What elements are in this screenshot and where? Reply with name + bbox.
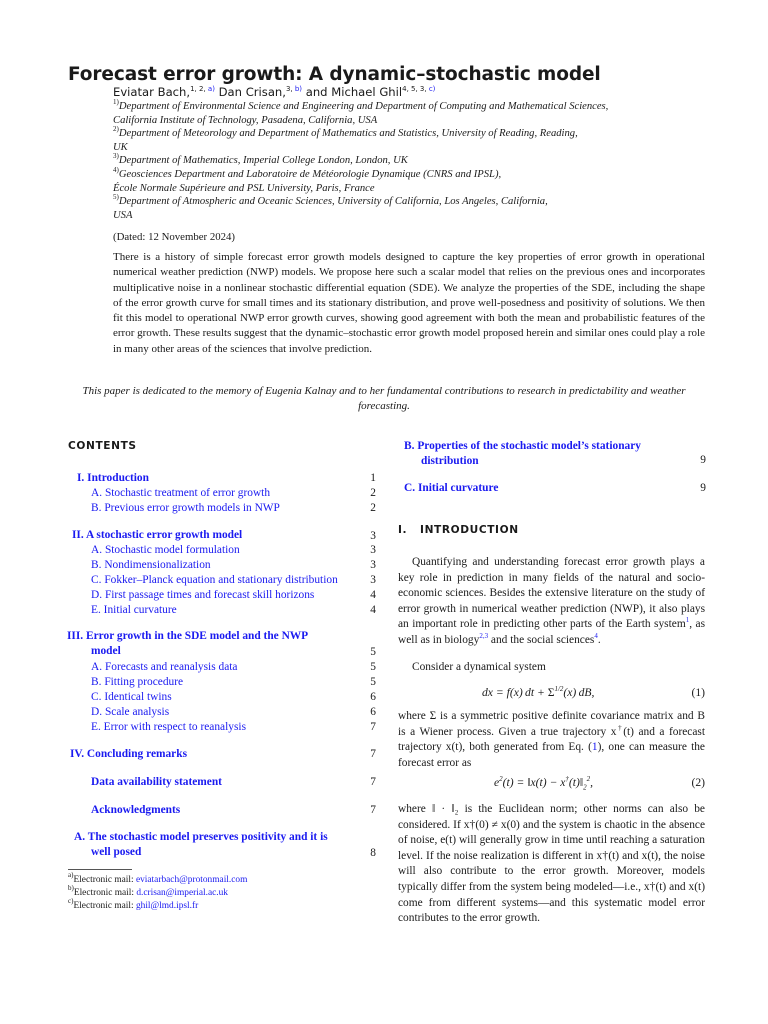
author-name: Dan Crisan, bbox=[218, 85, 286, 99]
toc-title: A stochastic error growth model bbox=[85, 529, 243, 541]
text-run: and the social sciences bbox=[488, 633, 595, 646]
paper-title: Forecast error growth: A dynamic–stochastic model bbox=[68, 64, 601, 85]
toc-page: 7 bbox=[370, 748, 376, 760]
email-link[interactable]: ghil@lmd.ipsl.fr bbox=[135, 901, 199, 911]
toc-page: 7 bbox=[370, 721, 376, 733]
affiliation-4 bbox=[113, 168, 673, 195]
toc-entry-section-4[interactable] bbox=[70, 747, 187, 762]
toc-page: 9 bbox=[700, 454, 706, 466]
toc-label: I. bbox=[77, 472, 85, 484]
author-affil-marks: 4, 5, 3, bbox=[402, 85, 429, 93]
toc-label: C. bbox=[404, 482, 416, 494]
footnote-label: Electronic mail: bbox=[73, 901, 136, 911]
affil-line: California Institute of Technology, Pasadena, California, USA bbox=[113, 114, 378, 126]
toc-page: 4 bbox=[370, 604, 376, 616]
toc-entry[interactable] bbox=[91, 603, 177, 618]
intro-paragraph-1 bbox=[398, 555, 705, 649]
toc-page: 3 bbox=[370, 574, 376, 586]
toc-title: First passage times and forecast skill horizons bbox=[104, 589, 315, 601]
text-run: Quantifying and understanding forecast error growth plays a key role in prediction in many fields of the natural and socio-economic sciences. Besides the extensive literature on the study of error growth in numerical weather prediction (NWP), it also plays an important role in predicting other parts of the Earth system bbox=[398, 556, 705, 631]
author-list bbox=[113, 85, 435, 99]
affil-number: 1) bbox=[113, 98, 119, 106]
toc-label: B. bbox=[404, 440, 415, 452]
author-separator: and bbox=[302, 85, 332, 99]
toc-entry-appendix-a[interactable] bbox=[74, 830, 328, 860]
toc-title: Initial curvature bbox=[103, 604, 177, 616]
toc-label: A. bbox=[91, 544, 103, 556]
toc-label: D. bbox=[91, 589, 103, 601]
citation-link[interactable]: 4 bbox=[594, 631, 598, 640]
toc-title: Previous error growth models in NWP bbox=[104, 502, 280, 514]
author-footnote-link[interactable]: b) bbox=[294, 85, 303, 93]
affil-line: Department of Mathematics, Imperial College London, London, UK bbox=[118, 155, 408, 166]
affil-line: Department of Atmospheric and Oceanic Sciences, University of California, Los Angeles, California, bbox=[118, 196, 548, 207]
footnote-b bbox=[68, 884, 228, 900]
toc-entry[interactable] bbox=[91, 501, 280, 516]
affil-number: 5) bbox=[113, 193, 119, 201]
toc-entry[interactable] bbox=[91, 720, 246, 735]
toc-entry-appendix-b[interactable] bbox=[404, 439, 641, 469]
footnote-a bbox=[68, 871, 248, 887]
toc-page: 3 bbox=[370, 559, 376, 571]
toc-entry-acknowledgments[interactable] bbox=[91, 803, 180, 818]
toc-entry-section-2[interactable] bbox=[72, 528, 242, 543]
toc-page: 5 bbox=[370, 676, 376, 688]
footnote-c bbox=[68, 897, 199, 913]
affil-line: Department of Environmental Science and Engineering and Department of Computing and Mathematical Sciences, bbox=[118, 101, 609, 112]
toc-title: Concluding remarks bbox=[86, 748, 188, 760]
toc-label: E. bbox=[91, 604, 101, 616]
toc-label: B. bbox=[91, 559, 102, 571]
citation-link[interactable]: 2,3 bbox=[479, 631, 489, 640]
toc-page: 5 bbox=[370, 646, 376, 658]
affil-line: Geosciences Department and Laboratoire de Météorologie Dynamique (CNRS and IPSL), bbox=[118, 169, 502, 180]
paragraph-after-eq1: where Σ is a symmetric positive definite covariance matrix and B is a Wiener process. Given a true trajectory x†(t) and a forecast trajectory x(t), both generated from Eq. (1), one can measure the forecast error as bbox=[398, 710, 706, 769]
toc-page: 2 bbox=[370, 487, 376, 499]
toc-label: III. bbox=[67, 630, 84, 642]
abstract: There is a history of simple forecast error growth models designed to capture the key properties of error growth in operational numerical weather prediction (NWP) models. We propose here such a scalar model that relies on the previous ones and incorporates multiplicative noise in a nonlinear stochastic differential equation (SDE). We analyze the properties of the SDE, including the shape of the error growth curve for small times and its stationary distribution, and prove well-posedness and positivity of solutions. We then fit this model to operational NWP error growth curves, showing good agreement with both the mean and probabilistic features of the error growth. These results suggest that the dynamic–stochastic error growth model proposed herein and similar ones could play a role in many other areas of the sciences that involve prediction. bbox=[113, 251, 705, 355]
section-title: INTRODUCTION bbox=[420, 524, 519, 536]
toc-title-cont: model bbox=[91, 644, 121, 657]
toc-page: 2 bbox=[370, 502, 376, 514]
toc-entry[interactable] bbox=[91, 573, 338, 588]
affiliation-2 bbox=[113, 127, 673, 154]
toc-title: Fitting procedure bbox=[104, 676, 184, 688]
toc-label: C. bbox=[91, 574, 102, 586]
toc-page: 9 bbox=[700, 482, 706, 494]
toc-entry[interactable] bbox=[91, 660, 237, 675]
text-run: ), one can measure the forecast error as bbox=[398, 741, 705, 769]
text-run: , as well as in biology bbox=[398, 618, 706, 646]
toc-label: A. bbox=[74, 831, 86, 843]
toc-entry[interactable] bbox=[91, 675, 183, 690]
toc-page: 1 bbox=[370, 472, 376, 484]
affiliation-1 bbox=[113, 100, 673, 127]
toc-title: Initial curvature bbox=[417, 482, 499, 494]
toc-title-cont: distribution bbox=[421, 454, 479, 467]
equation-number: (2) bbox=[691, 776, 705, 789]
toc-title: Fokker–Planck equation and stationary distribution bbox=[104, 574, 338, 586]
toc-label: C. bbox=[91, 691, 102, 703]
toc-title: Scale analysis bbox=[104, 706, 170, 718]
section-heading bbox=[398, 524, 519, 536]
toc-label: II. bbox=[72, 529, 84, 541]
email-link[interactable]: d.crisan@imperial.ac.uk bbox=[136, 888, 228, 898]
text-run: where Σ is a symmetric positive definite covariance matrix and B is a Wiener process. Given a true trajectory x bbox=[398, 710, 705, 738]
toc-page: 7 bbox=[370, 776, 376, 788]
toc-title: Forecasts and reanalysis data bbox=[104, 661, 238, 673]
footnote-mark: b) bbox=[68, 884, 74, 892]
affiliation-3 bbox=[113, 154, 673, 168]
footnote-label: Electronic mail: bbox=[73, 875, 136, 885]
affiliation-5 bbox=[113, 195, 673, 222]
equation-ref-link[interactable]: 1 bbox=[591, 741, 598, 754]
footnote-label: Electronic mail: bbox=[73, 888, 137, 898]
toc-title: Properties of the stochastic model’s stationary bbox=[417, 440, 641, 452]
toc-page: 7 bbox=[370, 804, 376, 816]
section-number: I. bbox=[398, 524, 408, 536]
toc-title: Nondimensionalization bbox=[104, 559, 211, 571]
toc-entry[interactable] bbox=[91, 543, 240, 558]
footnote-mark: c) bbox=[68, 897, 74, 905]
toc-entry[interactable] bbox=[91, 558, 211, 573]
toc-label: IV. bbox=[70, 748, 85, 760]
toc-label: D. bbox=[91, 706, 103, 718]
author-affil-marks: 3, bbox=[285, 85, 295, 93]
text-run: . bbox=[597, 633, 601, 646]
citation-link[interactable]: 1 bbox=[685, 616, 690, 625]
toc-title-cont: well posed bbox=[91, 845, 142, 858]
author-name: Michael Ghil bbox=[331, 85, 403, 99]
toc-title: Identical twins bbox=[104, 691, 172, 703]
toc-entry-section-3[interactable] bbox=[67, 629, 308, 659]
equation-body: dx = f(x) dt + $\Sigma^{1/2}(x)$ dB, bbox=[482, 685, 595, 699]
toc-page: 3 bbox=[370, 530, 376, 542]
toc-entry[interactable] bbox=[91, 690, 172, 705]
contents-heading: CONTENTS bbox=[68, 440, 137, 452]
toc-page: 6 bbox=[370, 691, 376, 703]
intro-paragraph-2: Consider a dynamical system bbox=[412, 661, 546, 673]
affil-line: USA bbox=[113, 209, 133, 221]
toc-entry[interactable] bbox=[91, 486, 270, 501]
toc-label: B. bbox=[91, 502, 102, 514]
toc-title: Error growth in the SDE model and the NWP bbox=[86, 630, 309, 642]
toc-title: Stochastic model formulation bbox=[104, 544, 240, 556]
affil-number: 2) bbox=[113, 125, 119, 133]
toc-title: Error with respect to reanalysis bbox=[103, 721, 247, 733]
footnote-rule bbox=[68, 869, 132, 870]
toc-entry-introduction[interactable] bbox=[77, 471, 149, 486]
email-link[interactable]: eviatarbach@protonmail.com bbox=[135, 875, 248, 885]
affil-number: 4) bbox=[113, 166, 119, 174]
toc-title: Stochastic treatment of error growth bbox=[104, 487, 271, 499]
author-footnote-link[interactable]: a) bbox=[207, 85, 215, 93]
date-line: (Dated: 12 November 2024) bbox=[113, 231, 236, 243]
toc-label: A. bbox=[91, 661, 103, 673]
toc-label: E. bbox=[91, 721, 101, 733]
dedication: This paper is dedicated to the memory of Eugenia Kalnay and to her fundamental contributions to research in predictability and weather forecasting. bbox=[82, 385, 686, 412]
toc-label: B. bbox=[91, 676, 102, 688]
equation-number: (1) bbox=[691, 686, 705, 699]
toc-title: Data availability statement bbox=[91, 776, 222, 788]
affil-line: Department of Meteorology and Department of Mathematics and Statistics, University of Reading, Reading, bbox=[118, 128, 578, 139]
toc-entry[interactable] bbox=[91, 705, 169, 720]
toc-entry-appendix-c[interactable] bbox=[404, 481, 498, 496]
toc-page: 4 bbox=[370, 589, 376, 601]
author-affil-marks: 1, 2, bbox=[190, 85, 208, 93]
author-footnote-link[interactable]: c) bbox=[428, 85, 436, 93]
toc-page: 5 bbox=[370, 661, 376, 673]
paragraph-after-eq2: where ‖ · ‖₂ is the Euclidean norm; other norms can also be considered. If x†(0) ≠ x(0) and the system is chaotic in the absence of noise, e(t) will generally grow in time until reaching a saturation level. If the noise realization is different in x†(t) and x(t), the noise will also contribute to the error growth. Moreover, models typically differ from the system being modeled—i.e., x†(t) and x(t) come from different systems—and this systematic model error contributes to the error growth. bbox=[398, 803, 705, 925]
text-run: (t) and a forecast trajectory x(t), both generated from Eq. ( bbox=[398, 725, 706, 754]
toc-page: 6 bbox=[370, 706, 376, 718]
affil-line: École Normale Supérieure and PSL University, Paris, France bbox=[113, 182, 375, 194]
author-name: Eviatar Bach, bbox=[113, 85, 191, 99]
affil-line: UK bbox=[113, 141, 128, 153]
equation-body: $e^2(t)$ = ‖x(t) − $x^\dagger(t)‖_2^2$, bbox=[494, 775, 594, 792]
toc-title: Introduction bbox=[87, 472, 149, 484]
toc-page: 8 bbox=[370, 847, 376, 859]
toc-entry-data-availability[interactable] bbox=[91, 775, 222, 790]
toc-page: 3 bbox=[370, 544, 376, 556]
toc-title: Acknowledgments bbox=[91, 804, 181, 816]
footnote-mark: a) bbox=[68, 871, 74, 879]
toc-label: A. bbox=[91, 487, 103, 499]
affil-number: 3) bbox=[113, 152, 119, 160]
toc-entry[interactable] bbox=[91, 588, 314, 603]
toc-title: The stochastic model preserves positivity and it is bbox=[87, 831, 328, 843]
